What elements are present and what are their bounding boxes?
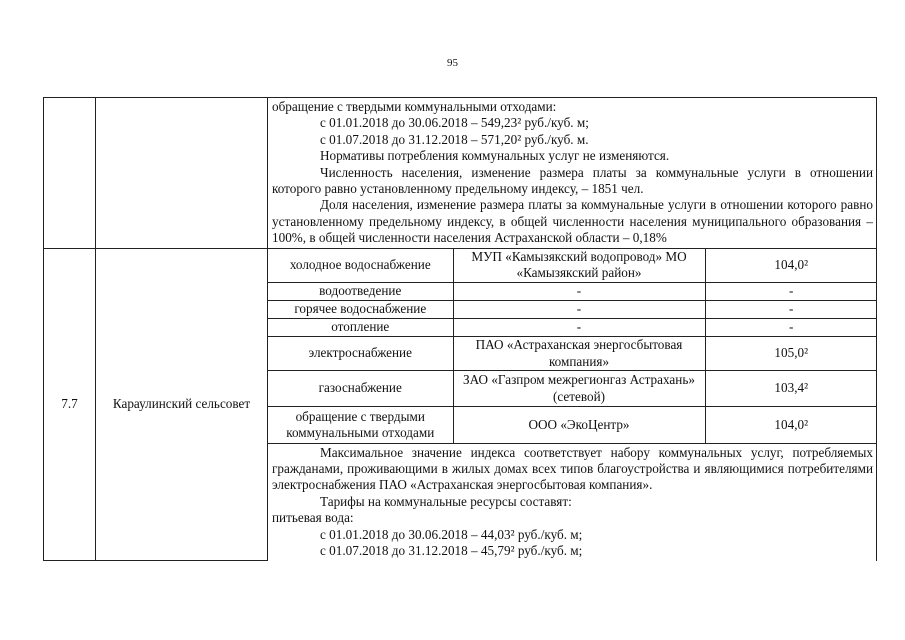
service-index: 104,0² — [774, 416, 809, 432]
service-name: электроснабжение — [268, 337, 453, 371]
service-provider: ООО «ЭкоЦентр» — [453, 407, 705, 443]
service-row — [268, 371, 877, 407]
text-line: с 01.07.2018 до 31.12.2018 – 571,20² руб./куб. м. — [320, 131, 589, 147]
text-line: с 01.01.2018 до 30.06.2018 – 549,23² руб./куб. м; — [320, 115, 589, 131]
service-row — [268, 319, 877, 337]
services-cell — [268, 248, 877, 443]
water-label: питьевая вода: — [272, 510, 354, 526]
service-name: отопление — [268, 319, 453, 337]
service-index: 105,0² — [705, 337, 877, 371]
service-provider: - — [453, 319, 705, 337]
page-number: 95 — [447, 57, 458, 69]
municipality-name: Караулинский сельсовет — [96, 248, 268, 560]
service-provider: - — [453, 301, 705, 319]
service-row — [268, 407, 877, 443]
table-row-continuation — [44, 98, 877, 249]
text-line: обращение с твердыми коммунальными отходами: — [272, 99, 557, 114]
service-row — [268, 249, 877, 283]
service-name: горячее водоснабжение — [268, 301, 453, 319]
service-name: холодное водоснабжение — [268, 249, 453, 283]
services-subtable — [268, 249, 877, 443]
table-row-7-7 — [44, 248, 877, 443]
description-cell — [268, 98, 877, 249]
service-provider: МУП «Камызякский водопровод» МО «Камызякский район» — [453, 249, 705, 283]
service-row — [268, 337, 877, 371]
service-provider: ЗАО «Газпром межрегионгаз Астрахань» (сетевой) — [453, 371, 705, 407]
service-name: газоснабжение — [268, 371, 453, 407]
service-name: водоотведение — [268, 283, 453, 301]
service-index: - — [705, 319, 877, 337]
number-cell-empty — [44, 98, 96, 249]
service-index: - — [705, 301, 877, 319]
population-paragraph: Численность населения, изменение размера платы за коммунальные услуги в отношении которого равно установленному предельному индексу, – 1851 чел. — [272, 164, 873, 197]
text-line: с 01.01.2018 до 30.06.2018 – 44,03² руб./куб. м; — [320, 526, 583, 542]
service-provider: ПАО «Астраханская энергосбытовая компания» — [453, 337, 705, 371]
row-number: 7.7 — [44, 248, 96, 560]
service-row — [268, 301, 877, 319]
service-name: обращение с твердыми коммунальными отходами — [268, 407, 453, 443]
description-cell — [268, 443, 877, 560]
text-line: с 01.07.2018 до 31.12.2018 – 45,79² руб./куб. м; — [320, 543, 583, 559]
service-provider: - — [453, 283, 705, 301]
max-index-paragraph: Максимальное значение индекса соответствует набору коммунальных услуг, потребляемых гражданами, проживающими в жилых домах всех типов благоустройства и являющимися потребителями электроснабжения ПАО «Астраханская энергосбытовая компания». — [272, 444, 873, 493]
service-index: - — [705, 283, 877, 301]
service-index: 104,0² — [705, 249, 877, 283]
tariffs-paragraph: Тарифы на коммунальные ресурсы составят: — [320, 493, 572, 509]
service-index: 103,4² — [705, 371, 877, 407]
norms-paragraph: Нормативы потребления коммунальных услуг не изменяются. — [320, 148, 670, 164]
index-table — [43, 97, 877, 561]
share-paragraph: Доля населения, изменение размера платы за коммунальные услуги в отношении которого равно установленному предельному индексу, в общей численности населения муниципального образования – 100%, в общей численности населения Астраханской области – 0,18% — [272, 197, 873, 246]
service-row — [268, 283, 877, 301]
name-cell-empty — [96, 98, 268, 249]
